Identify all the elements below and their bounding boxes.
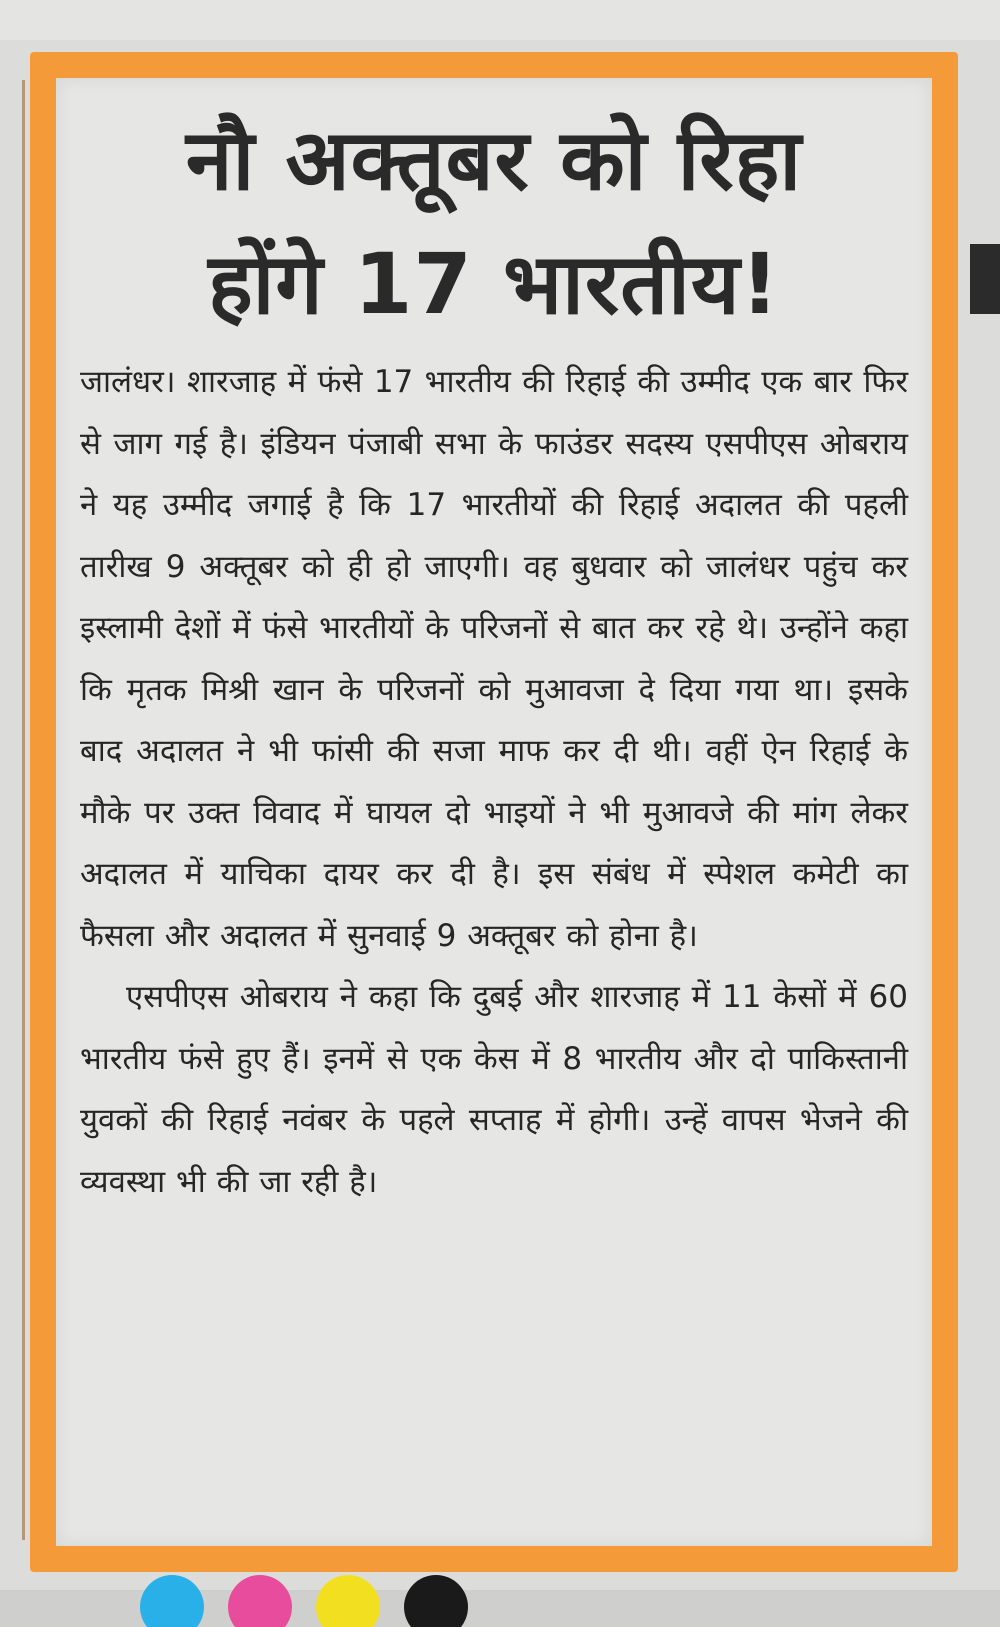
yellow-registration-dot xyxy=(316,1575,380,1627)
cyan-registration-dot xyxy=(140,1575,204,1627)
top-margin-strip xyxy=(0,0,1000,40)
headline-line-2: होंगे 17 भारतीय! xyxy=(208,235,780,333)
magenta-registration-dot xyxy=(228,1575,292,1627)
headline-line-1: नौ अक्तूबर को रिहा xyxy=(185,111,803,209)
article-content xyxy=(56,78,932,1546)
paragraph-1: जालंधर। शारजाह में फंसे 17 भारतीय की रिहाई की उम्मीद एक बार फिर से जाग गई है। इंडियन पंजाबी सभा के फाउंडर सदस्य एसपीएस ओबराय ने यह उम्मीद जगाई है कि 17 भारतीयों की रिहाई अदालत की पहली तारीख 9 अक्तूबर को ही हो जाएगी। वह बुधवार को जालंधर पहुंच कर इस्लामी देशों में फंसे भारतीयों के परिजनों से बात कर रहे थे। उन्होंने कहा कि मृतक मिश्री खान के परिजनों को मुआवजा दे दिया गया था। इसके बाद अदालत ने भी फांसी की सजा माफ कर दी थी। वहीं ऐन रिहाई के मौके पर उक्त विवाद में घायल दो भाइयों ने भी मुआवजे की मांग लेकर अदालत में याचिका दायर कर दी है। इस संबंध में स्पेशल कमेटी का फैसला और अदालत में सुनवाई 9 अक्तूबर को होना है। xyxy=(80,364,908,954)
article-box xyxy=(30,52,958,1572)
adjacent-column-edge xyxy=(970,244,1000,314)
article-headline xyxy=(80,98,908,346)
black-registration-dot xyxy=(404,1575,468,1627)
column-rule xyxy=(22,80,25,1540)
print-registration-marks xyxy=(140,1575,480,1627)
paragraph-2: एसपीएस ओबराय ने कहा कि दुबई और शारजाह में 11 केसों में 60 भारतीय फंसे हुए हैं। इनमें से एक केस में 8 भारतीय और दो पाकिस्तानी युवकों की रिहाई नवंबर के पहले सप्ताह में होगी। उन्हें वापस भेजने की व्यवस्था भी की जा रही है। xyxy=(80,979,908,1200)
article-body xyxy=(80,352,908,1213)
